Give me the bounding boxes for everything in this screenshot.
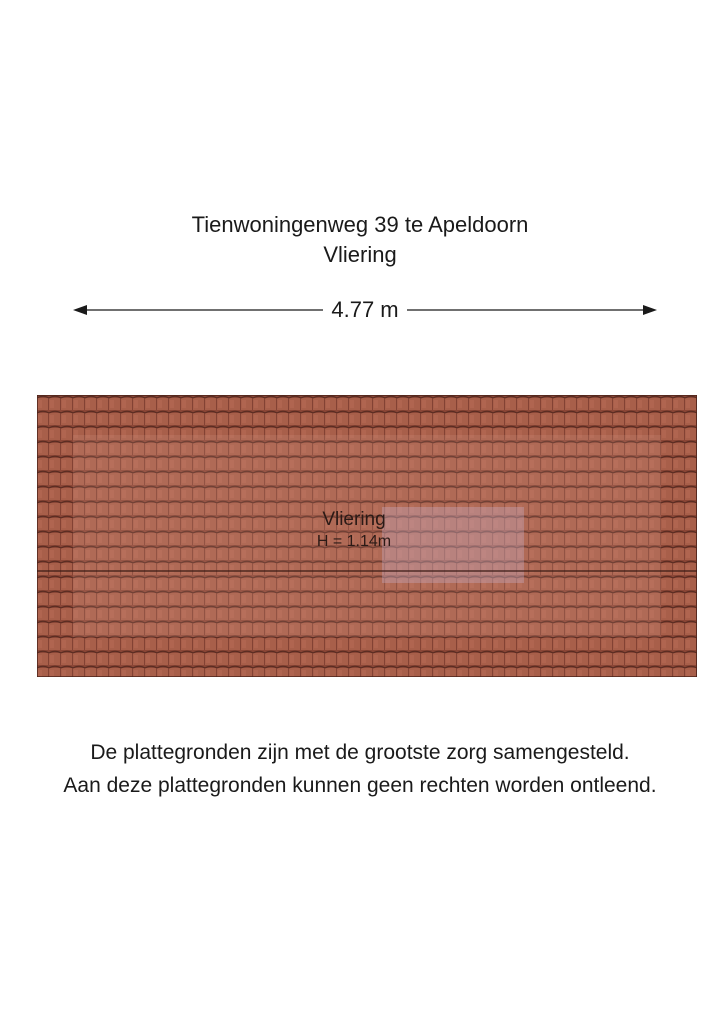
room-name: Vliering	[322, 509, 386, 530]
disclaimer-line-1: De plattegronden zijn met de grootste zorg samengesteld.	[90, 741, 630, 764]
dimension-value: 4.77 m	[323, 297, 406, 322]
roof-plan	[37, 395, 697, 677]
title-block	[0, 210, 720, 270]
address-title: Tienwoningenweg 39 te Apeldoorn	[191, 212, 529, 237]
disclaimer	[0, 736, 720, 802]
disclaimer-line-2: Aan deze plattegronden kunnen geen rechten worden ontleend.	[63, 774, 657, 797]
floor-title: Vliering	[323, 242, 397, 267]
width-dimension	[70, 292, 660, 328]
dimension-label	[70, 297, 660, 323]
room-height: H = 1.14m	[316, 533, 392, 550]
